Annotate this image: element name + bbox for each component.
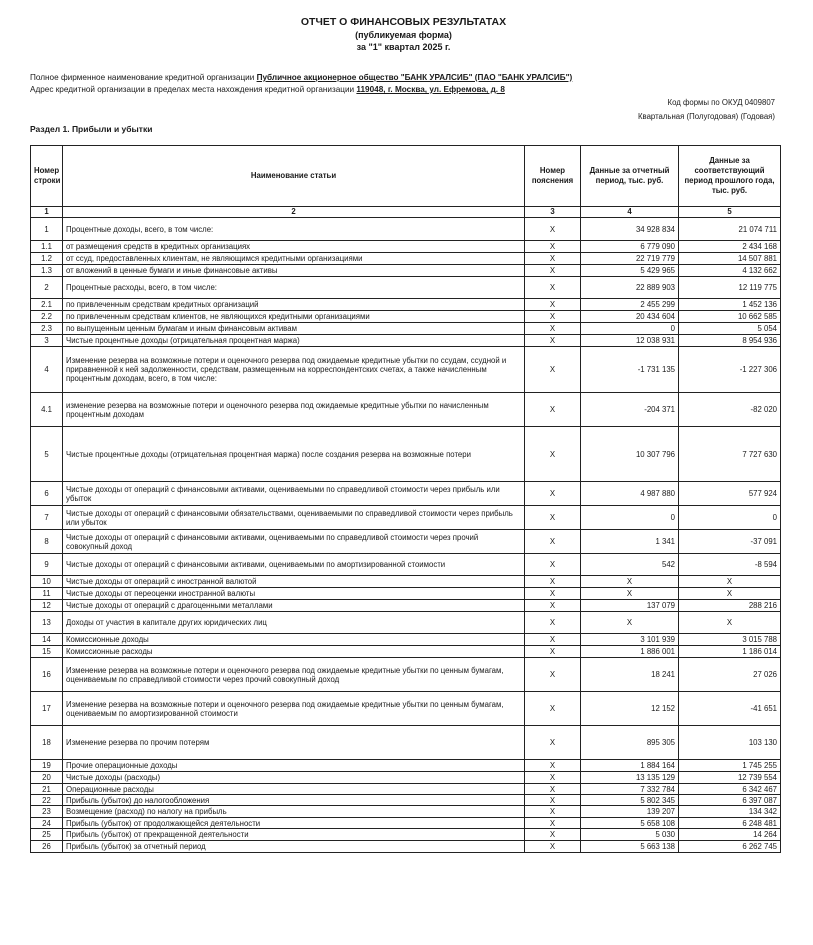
row-note-number: X (525, 646, 581, 658)
row-note-number: X (525, 588, 581, 600)
row-current-value: 5 429 965 (581, 265, 679, 277)
row-number: 26 (31, 841, 63, 853)
row-previous-value: 6 262 745 (679, 841, 781, 853)
row-number: 12 (31, 600, 63, 612)
row-item-name: Чистые доходы от операций с финансовыми активами, оцениваемыми по амортизированной стоимости (63, 554, 525, 576)
row-item-name: Комиссионные расходы (63, 646, 525, 658)
row-current-value: 18 241 (581, 658, 679, 692)
row-number: 2.2 (31, 311, 63, 323)
row-current-value: 139 207 (581, 806, 679, 818)
row-note-number: X (525, 692, 581, 726)
organization-name-line (30, 73, 572, 82)
row-note-number: X (525, 600, 581, 612)
row-current-value: 34 928 834 (581, 218, 679, 241)
row-note-number: X (525, 658, 581, 692)
row-current-value: 0 (581, 506, 679, 530)
column-number: 3 (525, 207, 581, 218)
row-note-number: X (525, 311, 581, 323)
row-item-name: Процентные расходы, всего, в том числе: (63, 277, 525, 299)
row-item-name: Прочие операционные доходы (63, 760, 525, 772)
row-item-name: Чистые доходы от операций с финансовыми обязательствами, оцениваемыми по справедливой стоимости через прибыль или убыток (63, 506, 525, 530)
row-number: 18 (31, 726, 63, 760)
row-note-number: X (525, 806, 581, 818)
row-note-number: X (525, 323, 581, 335)
row-item-name: по привлеченным средствам клиентов, не являющихся кредитными организациями (63, 311, 525, 323)
row-current-value: 12 152 (581, 692, 679, 726)
row-current-value: 0 (581, 323, 679, 335)
column-number: 4 (581, 207, 679, 218)
row-previous-value: -37 091 (679, 530, 781, 554)
row-number: 4 (31, 347, 63, 393)
row-note-number: X (525, 784, 581, 795)
row-number: 10 (31, 576, 63, 588)
row-item-name: от размещения средств в кредитных организациях (63, 241, 525, 253)
row-item-name: Чистые доходы от переоценки иностранной валюты (63, 588, 525, 600)
row-previous-value: 1 452 136 (679, 299, 781, 311)
table-row (31, 323, 781, 335)
row-item-name: Изменение резерва на возможные потери и оценочного резерва под ожидаемые кредитные убытки по ценным бумагам, оцениваемым по справедливой стоимости через прочий совокупный доход (63, 658, 525, 692)
row-number: 3 (31, 335, 63, 347)
table-row (31, 612, 781, 634)
row-item-name: по выпущенным ценным бумагам и иным финансовым активам (63, 323, 525, 335)
table-row (31, 299, 781, 311)
row-item-name: Прибыль (убыток) от продолжающейся деятельности (63, 818, 525, 829)
row-note-number: X (525, 576, 581, 588)
row-item-name: Операционные расходы (63, 784, 525, 795)
row-current-value: 1 884 164 (581, 760, 679, 772)
row-note-number: X (525, 772, 581, 784)
row-previous-value: -41 651 (679, 692, 781, 726)
table-row (31, 576, 781, 588)
financial-results-table (30, 145, 781, 853)
row-note-number: X (525, 829, 581, 841)
row-current-value: 20 434 604 (581, 311, 679, 323)
report-title: ОТЧЕТ О ФИНАНСОВЫХ РЕЗУЛЬТАТАХ (300, 16, 507, 28)
row-number: 1.2 (31, 253, 63, 265)
row-current-value: 4 987 880 (581, 482, 679, 506)
header-previous-period: Данные за соответствующий период прошлого года, тыс. руб. (679, 146, 781, 207)
row-previous-value: 12 119 775 (679, 277, 781, 299)
row-current-value: 895 305 (581, 726, 679, 760)
table-row (31, 265, 781, 277)
row-note-number: X (525, 530, 581, 554)
row-number: 24 (31, 818, 63, 829)
organization-name-value: Публичное акционерное общество "БАНК УРАЛСИБ" (ПАО "БАНК УРАЛСИБ") (256, 73, 573, 82)
row-number: 19 (31, 760, 63, 772)
table-row (31, 658, 781, 692)
table-row (31, 784, 781, 795)
row-previous-value: 10 662 585 (679, 311, 781, 323)
row-previous-value: 6 342 467 (679, 784, 781, 795)
row-current-value: 22 719 779 (581, 253, 679, 265)
table-row (31, 646, 781, 658)
table-row (31, 253, 781, 265)
row-previous-value: 7 727 630 (679, 427, 781, 482)
row-note-number: X (525, 760, 581, 772)
row-current-value: 1 886 001 (581, 646, 679, 658)
form-code: Код формы по ОКУД 0409807 (667, 98, 775, 107)
row-previous-value: 288 216 (679, 600, 781, 612)
row-number: 14 (31, 634, 63, 646)
row-note-number: X (525, 795, 581, 806)
row-number: 23 (31, 806, 63, 818)
table-row (31, 829, 781, 841)
table-row (31, 393, 781, 427)
row-number: 25 (31, 829, 63, 841)
header-row-number: Номер строки (31, 146, 63, 207)
row-current-value: -204 371 (581, 393, 679, 427)
row-current-value: 10 307 796 (581, 427, 679, 482)
row-previous-value: -8 594 (679, 554, 781, 576)
table-row (31, 634, 781, 646)
row-item-name: Чистые доходы от операций с финансовыми активами, оцениваемыми по справедливой стоимости через прочий совокупный доход (63, 530, 525, 554)
row-current-value: 1 341 (581, 530, 679, 554)
organization-address-value: 119048, г. Москва, ул. Ефремова, д. 8 (356, 85, 505, 94)
row-previous-value: -82 020 (679, 393, 781, 427)
row-previous-value: 577 924 (679, 482, 781, 506)
row-item-name: от ссуд, предоставленных клиентам, не являющимся кредитными организациями (63, 253, 525, 265)
column-number: 5 (679, 207, 781, 218)
row-number: 4.1 (31, 393, 63, 427)
row-previous-value: 14 507 881 (679, 253, 781, 265)
row-previous-value: 6 397 087 (679, 795, 781, 806)
row-item-name: Чистые доходы (расходы) (63, 772, 525, 784)
row-note-number: X (525, 347, 581, 393)
row-number: 16 (31, 658, 63, 692)
row-previous-value: 1 186 014 (679, 646, 781, 658)
row-current-value: 22 889 903 (581, 277, 679, 299)
header-current-period: Данные за отчетный период, тыс. руб. (581, 146, 679, 207)
row-current-value: 2 455 299 (581, 299, 679, 311)
table-row (31, 588, 781, 600)
table-row (31, 335, 781, 347)
row-previous-value: X (679, 588, 781, 600)
table-row (31, 427, 781, 482)
row-note-number: X (525, 554, 581, 576)
row-current-value: 5 663 138 (581, 841, 679, 853)
organization-address-label: Адрес кредитной организации в пределах места нахождения кредитной организации (30, 85, 355, 94)
row-note-number: X (525, 253, 581, 265)
row-number: 2 (31, 277, 63, 299)
row-current-value: X (581, 612, 679, 634)
row-number: 21 (31, 784, 63, 795)
row-note-number: X (525, 506, 581, 530)
row-item-name: Прибыль (убыток) от прекращенной деятельности (63, 829, 525, 841)
row-item-name: Доходы от участия в капитале других юридических лиц (63, 612, 525, 634)
row-previous-value: -1 227 306 (679, 347, 781, 393)
row-previous-value: 21 074 711 (679, 218, 781, 241)
row-number: 1.3 (31, 265, 63, 277)
table-row (31, 795, 781, 806)
row-item-name: Чистые доходы от операций с иностранной валютой (63, 576, 525, 588)
report-subtitle: (публикуемая форма) (355, 30, 452, 40)
row-number: 15 (31, 646, 63, 658)
row-item-name: Чистые процентные доходы (отрицательная процентная маржа) (63, 335, 525, 347)
row-current-value: 5 658 108 (581, 818, 679, 829)
row-note-number: X (525, 482, 581, 506)
row-number: 11 (31, 588, 63, 600)
row-number: 20 (31, 772, 63, 784)
row-item-name: Процентные доходы, всего, в том числе: (63, 218, 525, 241)
header-note-number: Номер пояснения (525, 146, 581, 207)
row-current-value: 137 079 (581, 600, 679, 612)
row-current-value: 5 802 345 (581, 795, 679, 806)
table-row (31, 554, 781, 576)
row-note-number: X (525, 241, 581, 253)
table-row (31, 806, 781, 818)
row-item-name: от вложений в ценные бумаги и иные финансовые активы (63, 265, 525, 277)
row-current-value: X (581, 576, 679, 588)
row-current-value: 542 (581, 554, 679, 576)
row-current-value: X (581, 588, 679, 600)
table-row (31, 760, 781, 772)
organization-name-label: Полное фирменное наименование кредитной организации (30, 73, 255, 82)
row-previous-value: 2 434 168 (679, 241, 781, 253)
row-item-name: Комиссионные доходы (63, 634, 525, 646)
row-previous-value: 14 264 (679, 829, 781, 841)
organization-address-line (30, 85, 505, 94)
table-row (31, 311, 781, 323)
table-row (31, 772, 781, 784)
table-row (31, 530, 781, 554)
row-current-value: 12 038 931 (581, 335, 679, 347)
row-number: 2.1 (31, 299, 63, 311)
column-numbers-row (31, 207, 781, 218)
row-current-value: 7 332 784 (581, 784, 679, 795)
section-title: Раздел 1. Прибыли и убытки (30, 124, 153, 134)
row-number: 22 (31, 795, 63, 806)
row-number: 13 (31, 612, 63, 634)
row-current-value: -1 731 135 (581, 347, 679, 393)
row-note-number: X (525, 393, 581, 427)
row-item-name: изменение резерва на возможные потери и оценочного резерва под ожидаемые кредитные убытки по начисленным процентным доходам (63, 393, 525, 427)
row-note-number: X (525, 634, 581, 646)
row-note-number: X (525, 277, 581, 299)
row-previous-value: 5 054 (679, 323, 781, 335)
row-previous-value: 8 954 936 (679, 335, 781, 347)
row-number: 8 (31, 530, 63, 554)
row-item-name: по привлеченным средствам кредитных организаций (63, 299, 525, 311)
row-current-value: 13 135 129 (581, 772, 679, 784)
form-periodicity: Квартальная (Полугодовая) (Годовая) (637, 112, 775, 121)
row-item-name: Чистые процентные доходы (отрицательная процентная маржа) после создания резерва на возможные потери (63, 427, 525, 482)
table-row (31, 600, 781, 612)
table-row (31, 726, 781, 760)
row-previous-value: 27 026 (679, 658, 781, 692)
row-item-name: Чистые доходы от операций с драгоценными металлами (63, 600, 525, 612)
column-number: 1 (31, 207, 63, 218)
row-number: 5 (31, 427, 63, 482)
row-previous-value: 1 745 255 (679, 760, 781, 772)
row-previous-value: 3 015 788 (679, 634, 781, 646)
row-number: 17 (31, 692, 63, 726)
column-number: 2 (63, 207, 525, 218)
row-item-name: Возмещение (расход) по налогу на прибыль (63, 806, 525, 818)
report-period: за "1" квартал 2025 г. (356, 42, 451, 52)
row-previous-value: 12 739 554 (679, 772, 781, 784)
row-previous-value: 134 342 (679, 806, 781, 818)
row-previous-value: 6 248 481 (679, 818, 781, 829)
row-note-number: X (525, 841, 581, 853)
row-number: 1.1 (31, 241, 63, 253)
table-row (31, 692, 781, 726)
table-row (31, 841, 781, 853)
row-previous-value: X (679, 612, 781, 634)
row-item-name: Изменение резерва на возможные потери и оценочного резерва под ожидаемые кредитные убытки по ссудам, ссудной и приравненной к ней задолженности, средствам, размещенным на корреспондентских счетах, а также начисленным процентным доходам, всего, в том числе: (63, 347, 525, 393)
row-note-number: X (525, 265, 581, 277)
row-note-number: X (525, 299, 581, 311)
row-current-value: 3 101 939 (581, 634, 679, 646)
table-row (31, 347, 781, 393)
row-note-number: X (525, 612, 581, 634)
row-current-value: 5 030 (581, 829, 679, 841)
row-previous-value: X (679, 576, 781, 588)
table-header-row (31, 146, 781, 207)
table-row (31, 241, 781, 253)
table-row (31, 506, 781, 530)
row-item-name: Изменение резерва по прочим потерям (63, 726, 525, 760)
row-number: 9 (31, 554, 63, 576)
row-previous-value: 103 130 (679, 726, 781, 760)
row-number: 6 (31, 482, 63, 506)
table-row (31, 277, 781, 299)
row-item-name: Изменение резерва на возможные потери и оценочного резерва под ожидаемые кредитные убытки по ценным бумагам, оцениваемым по амортизированной стоимости (63, 692, 525, 726)
row-number: 1 (31, 218, 63, 241)
row-note-number: X (525, 335, 581, 347)
row-previous-value: 4 132 662 (679, 265, 781, 277)
row-note-number: X (525, 726, 581, 760)
row-number: 7 (31, 506, 63, 530)
row-previous-value: 0 (679, 506, 781, 530)
row-note-number: X (525, 218, 581, 241)
row-note-number: X (525, 427, 581, 482)
row-item-name: Прибыль (убыток) за отчетный период (63, 841, 525, 853)
row-current-value: 6 779 090 (581, 241, 679, 253)
header-item-name: Наименование статьи (63, 146, 525, 207)
table-row (31, 482, 781, 506)
row-item-name: Чистые доходы от операций с финансовыми активами, оцениваемыми по справедливой стоимости через прибыль или убыток (63, 482, 525, 506)
row-number: 2.3 (31, 323, 63, 335)
table-row (31, 218, 781, 241)
row-note-number: X (525, 818, 581, 829)
table-row (31, 818, 781, 829)
row-item-name: Прибыль (убыток) до налогообложения (63, 795, 525, 806)
